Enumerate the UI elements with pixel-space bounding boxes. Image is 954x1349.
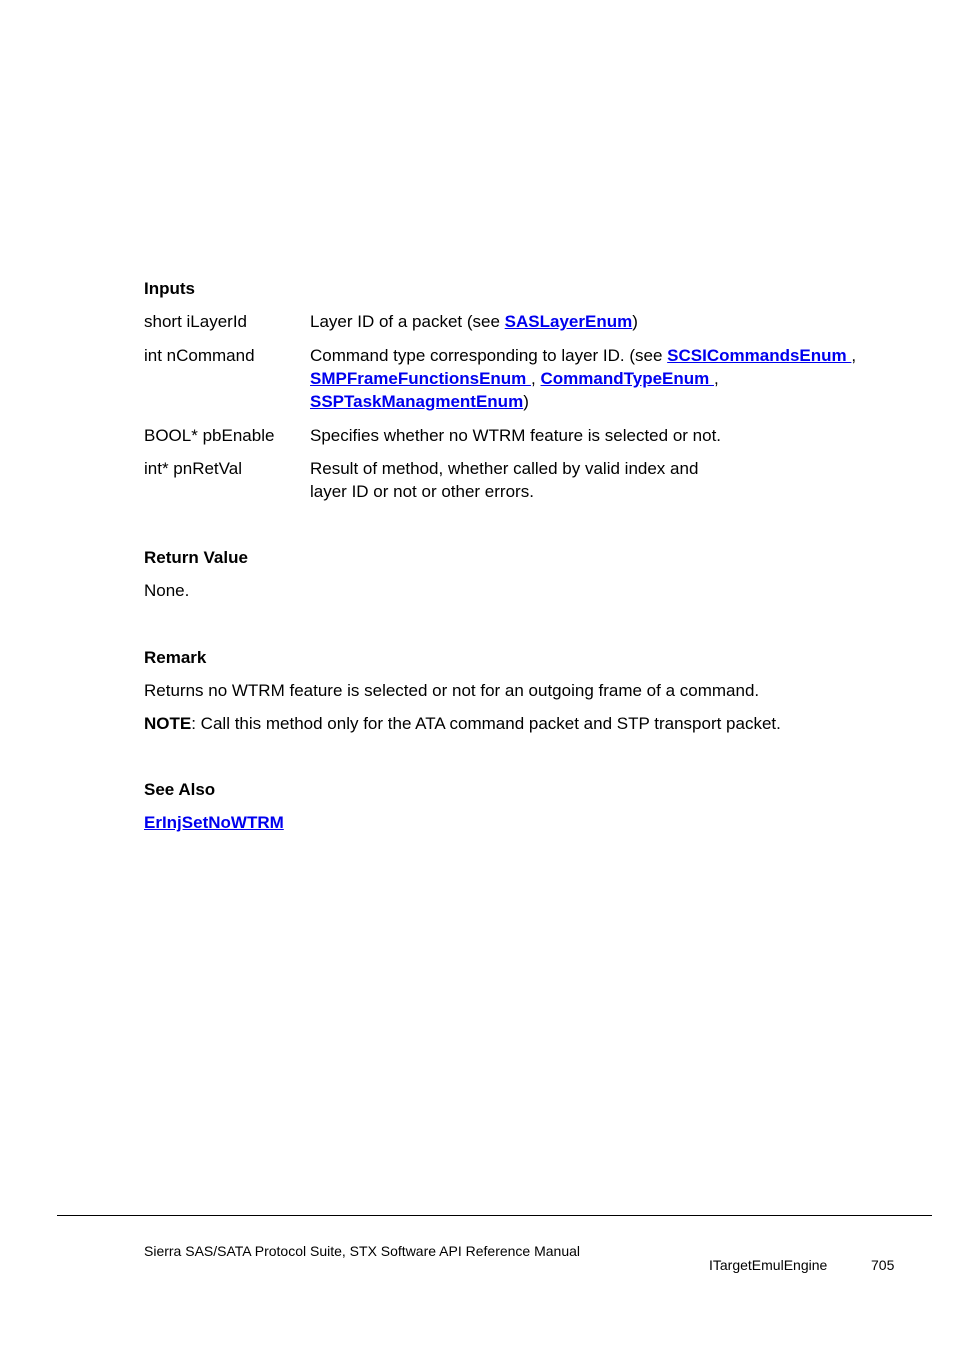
link-saslayerenum[interactable]: SASLayerEnum — [504, 312, 633, 331]
footer-divider — [57, 1215, 932, 1216]
note-label: NOTE — [144, 714, 192, 733]
link-smpframefunctionsenum[interactable]: SMPFrameFunctionsEnum — [310, 369, 532, 388]
inputs-heading: Inputs — [144, 279, 195, 298]
separator: , — [531, 369, 536, 388]
remark-text: Returns no WTRM feature is selected or not for an outgoing frame of a command. — [144, 681, 760, 700]
link-ssptaskmanagmentenum[interactable]: SSPTaskManagmentEnum — [310, 392, 524, 411]
param-name-pnretval: int* pnRetVal — [144, 459, 242, 478]
param-desc-ilayerid — [310, 312, 638, 332]
remark-heading: Remark — [144, 648, 207, 667]
param-desc-pnretval-line1: Result of method, whether called by valid index and — [310, 459, 699, 478]
footer-manual-title: Sierra SAS/SATA Protocol Suite, STX Software API Reference Manual — [144, 1243, 581, 1259]
return-value-heading: Return Value — [144, 548, 248, 567]
note-text: : Call this method only for the ATA command packet and STP transport packet. — [191, 714, 781, 733]
param-desc-text: Layer ID of a packet (see — [310, 312, 505, 331]
separator: , — [851, 346, 857, 365]
separator: , — [713, 369, 719, 388]
footer-section: ITargetEmulEngine — [709, 1257, 828, 1273]
param-desc-ncommand-line2 — [310, 369, 719, 389]
param-desc-pnretval-line2: layer ID or not or other errors. — [310, 482, 534, 501]
param-desc-pbenable: Specifies whether no WTRM feature is selected or not. — [310, 426, 722, 445]
param-desc-text: Command type corresponding to layer ID. (see — [310, 346, 668, 365]
link-scsicommandsenum[interactable]: SCSICommandsEnum — [667, 346, 852, 365]
param-name-pbenable: BOOL* pbEnable — [144, 426, 275, 445]
param-desc-text: ) — [632, 312, 638, 331]
link-erinjsetnowtrm[interactable]: ErInjSetNoWTRM — [144, 813, 284, 832]
see-also-heading: See Also — [144, 780, 216, 799]
remark-note — [144, 714, 781, 734]
param-desc-text: ) — [523, 392, 529, 411]
return-value-text: None. — [144, 581, 190, 600]
param-desc-ncommand-line1 — [310, 346, 856, 366]
footer-page-number: 705 — [871, 1257, 895, 1273]
link-commandtypeenum[interactable]: CommandTypeEnum — [540, 369, 714, 388]
param-name-ncommand: int nCommand — [144, 346, 255, 365]
param-name-ilayerid: short iLayerId — [144, 312, 247, 331]
param-desc-ncommand-line3 — [310, 392, 529, 412]
